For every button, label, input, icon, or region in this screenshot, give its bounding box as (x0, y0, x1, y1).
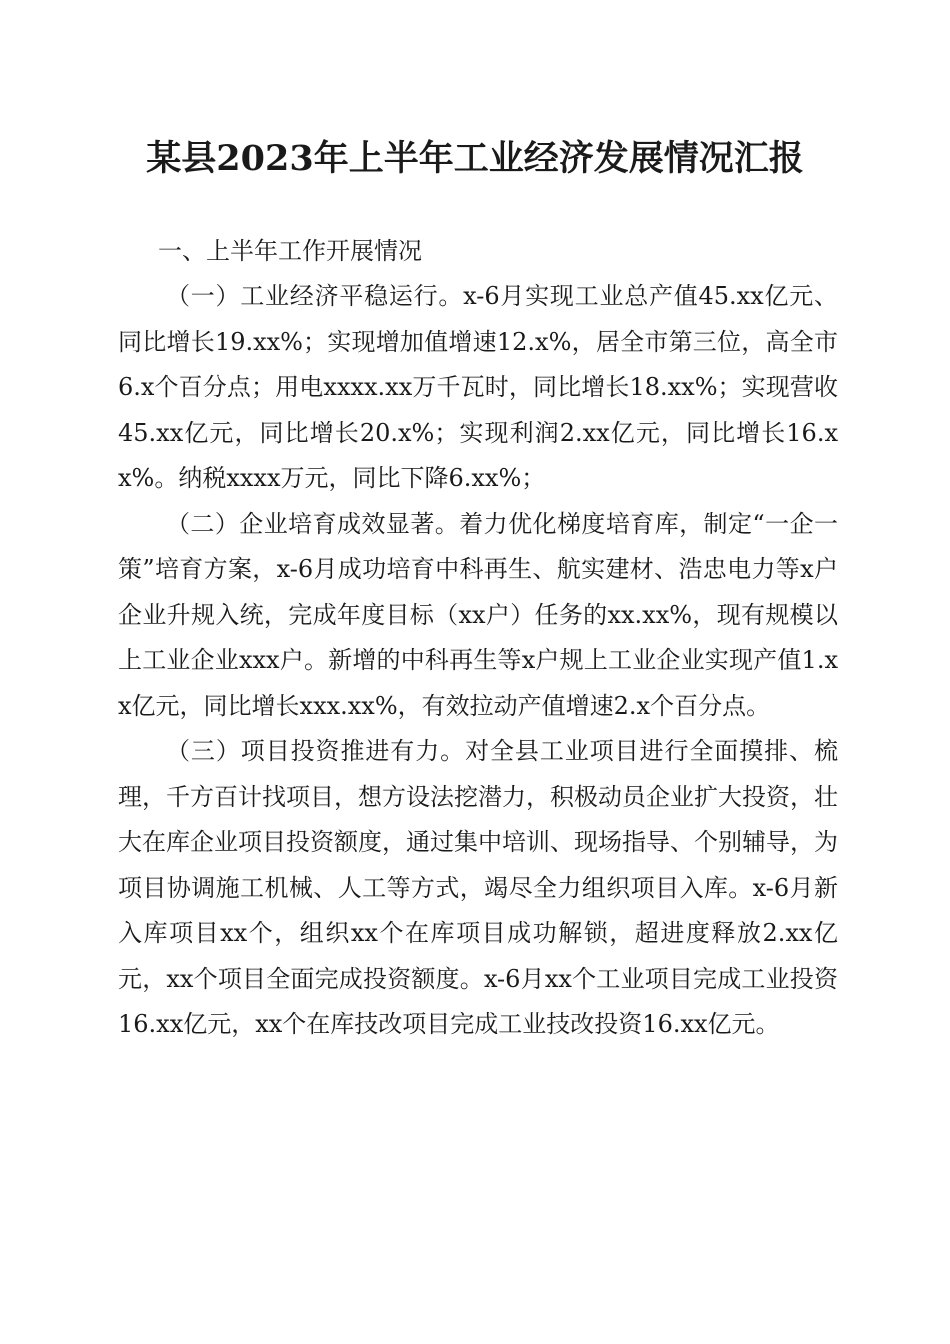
paragraph-3-subheading: （三）项目投资推进有力。 (166, 737, 466, 765)
paragraph-2-text: 着力优化梯度培育库，制定“一企一策”培育方案，x-6月成功培育中科再生、航实建材、浩忠电力等x户企业升规入统，完成年度目标（xx户）任务的xx.xx%，现有规模以上工业企业xxx户。新增的中科再生等x户规上工业企业实现产值1.xx亿元，同比增长xxx.xx%，有效拉动产值增速2.x个百分点。 (118, 509, 838, 720)
paragraph-2 (118, 502, 838, 730)
paragraph-1-text: x-6月实现工业总产值45.xx亿元、同比增长19.xx%；实现增加值增速12.x%，居全市第三位，高全市6.x个百分点；用电xxxx.xx万千瓦时，同比增长18.xx%；实现营收45.xx亿元，同比增长20.x%；实现利润2.xx亿元，同比增长16.xx%。纳税xxxx万元，同比下降6.xx%； (118, 282, 839, 492)
document-title: 某县2023年上半年工业经济发展情况汇报 (146, 138, 804, 179)
document-body (118, 228, 838, 1048)
section-heading: 一、上半年工作开展情况 (158, 237, 422, 265)
paragraph-1 (118, 274, 838, 502)
paragraph-2-subheading: （二）企业培育成效显著。 (166, 509, 460, 538)
paragraph-1-subheading: （一）工业经济平稳运行。 (166, 282, 464, 310)
paragraph-3-text: 对全县工业项目进行全面摸排、梳理，千方百计找项目，想方设法挖潜力，积极动员企业扩大投资，壮大在库企业项目投资额度，通过集中培训、现场指导、个别辅导，为项目协调施工机械、人工等方式，竭尽全力组织项目入库。x-6月新入库项目xx个，组织xx个在库项目成功解锁，超进度释放2.xx亿元，xx个项目全面完成投资额度。x-6月xx个工业项目完成工业投资16.xx亿元，xx个在库技改项目完成工业技改投资16.xx亿元。 (118, 737, 839, 1038)
paragraph-3 (118, 729, 838, 1048)
